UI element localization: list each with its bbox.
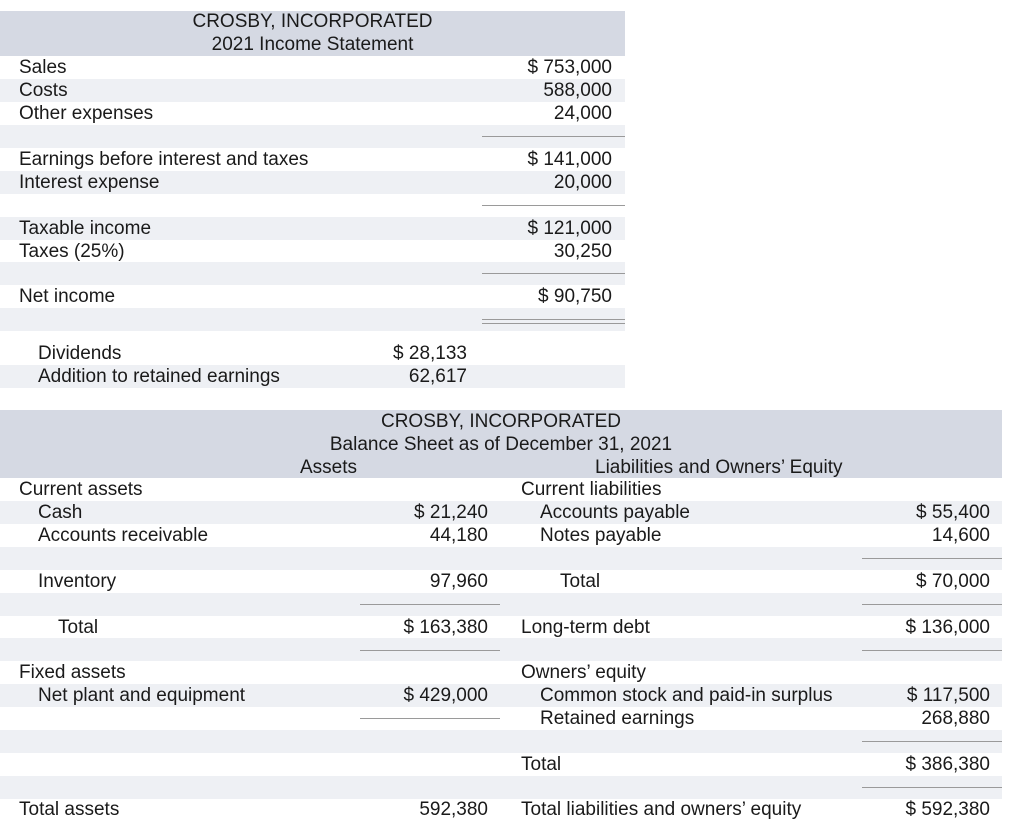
subtotal-rule xyxy=(862,558,1002,559)
common-stock-label: Common stock and paid-in surplus xyxy=(540,685,833,706)
balance-company-name: CROSBY, INCORPORATED xyxy=(380,411,621,432)
other-expenses-value: 24,000 xyxy=(553,103,612,124)
ebit-value: $ 141,000 xyxy=(527,149,612,170)
owners-equity-total-label: Total xyxy=(521,754,562,775)
retained-addition-value: 62,617 xyxy=(408,366,467,387)
retained-earnings-value: 268,880 xyxy=(921,708,990,729)
cash-label: Cash xyxy=(38,502,83,523)
subtotal-rule xyxy=(862,741,1002,742)
owners-equity-total-value: $ 386,380 xyxy=(905,754,990,775)
costs-label: Costs xyxy=(19,80,68,101)
dividends-label: Dividends xyxy=(38,343,122,364)
accounts-payable-label: Accounts payable xyxy=(540,502,690,523)
double-rule-bottom xyxy=(482,323,625,324)
inventory-value: 97,960 xyxy=(429,571,488,592)
current-liabilities-label: Current liabilities xyxy=(521,479,662,500)
current-assets-total-value: $ 163,380 xyxy=(403,617,488,638)
liabilities-header: Liabilities and Owners’ Equity xyxy=(595,457,843,478)
taxable-income-value: $ 121,000 xyxy=(527,218,612,239)
costs-value: 588,000 xyxy=(543,80,612,101)
row-shading xyxy=(0,547,1002,570)
interest-expense-value: 20,000 xyxy=(553,172,612,193)
retained-earnings-label: Retained earnings xyxy=(540,708,695,729)
current-assets-label: Current assets xyxy=(19,479,143,500)
owners-equity-label: Owners’ equity xyxy=(521,662,646,683)
subtotal-rule xyxy=(360,718,500,719)
sales-value: $ 753,000 xyxy=(527,57,612,78)
row-shading xyxy=(0,730,1002,753)
interest-expense-label: Interest expense xyxy=(19,172,160,193)
income-statement-title: 2021 Income Statement xyxy=(211,34,414,55)
row-shading xyxy=(0,638,1002,661)
ebit-label: Earnings before interest and taxes xyxy=(19,149,309,170)
assets-header: Assets xyxy=(300,457,358,478)
sales-label: Sales xyxy=(19,57,67,78)
subtotal-rule xyxy=(360,604,500,605)
other-expenses-label: Other expenses xyxy=(19,103,154,124)
current-liabilities-total-label: Total xyxy=(560,571,601,592)
total-assets-value: 592,380 xyxy=(419,799,488,820)
current-assets-total-label: Total xyxy=(58,617,99,638)
notes-payable-label: Notes payable xyxy=(540,525,662,546)
cash-value: $ 21,240 xyxy=(414,502,488,523)
total-assets-label: Total assets xyxy=(19,799,120,820)
income-company-name: CROSBY, INCORPORATED xyxy=(192,11,433,32)
current-liabilities-total-value: $ 70,000 xyxy=(916,571,990,592)
row-shading xyxy=(0,593,1002,616)
taxes-label: Taxes (25%) xyxy=(19,241,125,262)
net-income-label: Net income xyxy=(19,286,116,307)
taxes-value: 30,250 xyxy=(553,241,612,262)
subtotal-rule xyxy=(482,136,625,137)
row-shading xyxy=(0,501,1002,524)
double-rule-top xyxy=(482,319,625,320)
subtotal-rule xyxy=(360,650,500,651)
total-liabilities-equity-value: $ 592,380 xyxy=(905,799,990,820)
net-plant-label: Net plant and equipment xyxy=(38,685,246,706)
net-plant-value: $ 429,000 xyxy=(403,685,488,706)
subtotal-rule xyxy=(482,205,625,206)
subtotal-rule xyxy=(482,273,625,274)
subtotal-rule xyxy=(862,650,1002,651)
common-stock-value: $ 117,500 xyxy=(906,685,990,706)
accounts-receivable-value: 44,180 xyxy=(429,525,488,546)
subtotal-rule xyxy=(862,787,1002,788)
long-term-debt-value: $ 136,000 xyxy=(905,617,990,638)
row-shading xyxy=(0,776,1002,799)
subtotal-rule xyxy=(862,604,1002,605)
accounts-receivable-label: Accounts receivable xyxy=(38,525,209,546)
long-term-debt-label: Long-term debt xyxy=(521,617,650,638)
accounts-payable-value: $ 55,400 xyxy=(916,502,990,523)
dividends-value: $ 28,133 xyxy=(393,343,467,364)
total-liabilities-equity-label: Total liabilities and owners’ equity xyxy=(521,799,802,820)
balance-sheet-title: Balance Sheet as of December 31, 2021 xyxy=(329,434,673,455)
retained-addition-label: Addition to retained earnings xyxy=(38,366,280,387)
notes-payable-value: 14,600 xyxy=(931,525,990,546)
inventory-label: Inventory xyxy=(38,571,117,592)
taxable-income-label: Taxable income xyxy=(19,218,152,239)
net-income-value: $ 90,750 xyxy=(538,286,612,307)
fixed-assets-label: Fixed assets xyxy=(19,662,126,683)
